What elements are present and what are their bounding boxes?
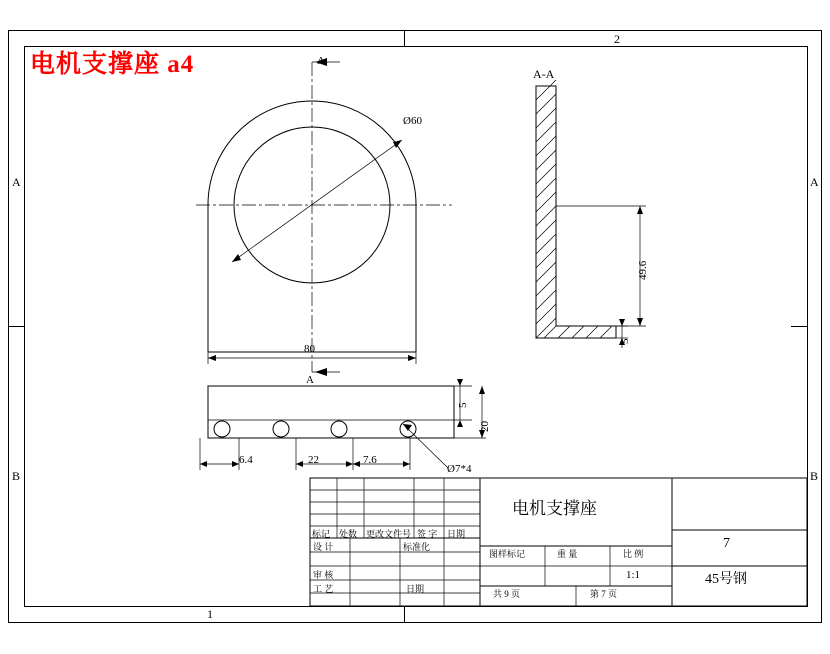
dim-thickness-5: 5 [619, 338, 631, 344]
section-view-label: A-A [533, 67, 555, 81]
rev-header-3: 签 字 [417, 529, 438, 539]
rev-header-1: 处数 [339, 529, 358, 539]
zone-label-top-right: 2 [614, 32, 620, 46]
section-mark-a-bottom: A [306, 374, 314, 386]
left-row-1: 审 核 [313, 570, 334, 580]
zone-label-left-a: A [12, 175, 21, 189]
dim-64: 6.4 [239, 454, 253, 466]
rev-header-2: 更改文件号 [366, 529, 412, 539]
left-row-0: 设 计 [313, 542, 334, 552]
dim-holes: Ø7*4 [447, 463, 472, 475]
page-current: 第 7 页 [590, 589, 618, 599]
rev-header-0: 标记 [312, 529, 331, 539]
right-header-2: 比 例 [623, 549, 644, 559]
sheet-number: 7 [723, 536, 730, 551]
dim-width-80: 80 [304, 343, 315, 355]
page-total: 共 9 页 [493, 589, 521, 599]
scale-value: 1:1 [626, 569, 641, 581]
dim-bottom-5: 5 [457, 402, 469, 408]
zone-label-bottom-left: 1 [207, 607, 213, 621]
right-header-0: 图样标记 [489, 549, 526, 559]
page-title: 电机支撑座 a4 [30, 51, 195, 78]
standardization-label: 标准化 [403, 542, 431, 552]
dim-bottom-20: 20 [479, 421, 491, 432]
left-row-2: 工 艺 [313, 584, 334, 594]
zone-label-right-a: A [810, 175, 819, 189]
zone-label-right-b: B [810, 469, 819, 483]
part-name: 电机支撑座 [512, 499, 597, 518]
section-mark-a-top: A [317, 55, 325, 67]
right-header-1: 重 量 [557, 549, 578, 559]
rev-header-4: 日期 [447, 529, 466, 539]
date-label: 日期 [406, 584, 425, 594]
dim-height-496: 49.6 [637, 260, 649, 280]
material: 45号钢 [705, 572, 747, 587]
dim-bore: Ø60 [403, 115, 422, 127]
dim-76: 7.6 [363, 454, 377, 466]
zone-label-left-b: B [12, 469, 21, 483]
dim-22: 22 [308, 454, 319, 466]
